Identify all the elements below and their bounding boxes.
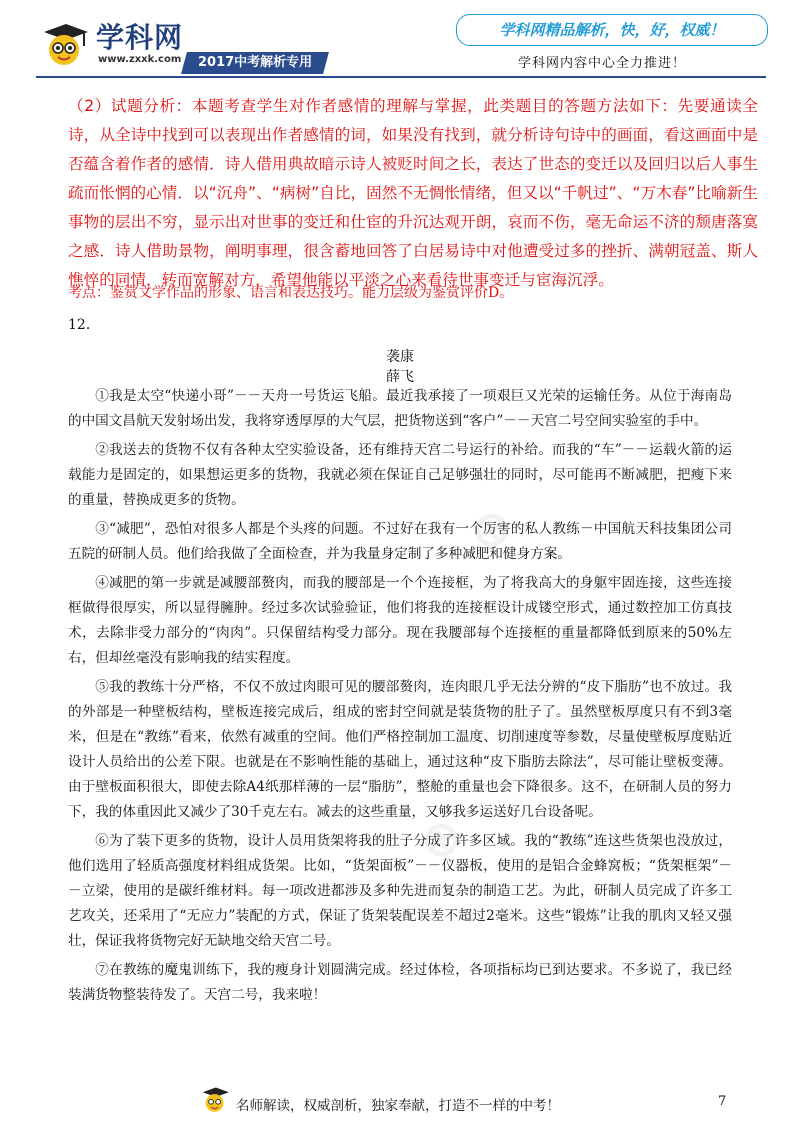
slogan-banner: 学科网精品解析，快，好，权威！ <box>456 14 768 46</box>
question-number: 12． <box>68 317 100 333</box>
article-author: 薛飞 <box>386 369 414 385</box>
article-paragraph: ②我送去的货物不仅有各种太空实验设备，还有维持天宫二号运行的补给。而我的“车”－－运载火箭的运载能力是固定的，如果想运更多的货物，我就必须在保证自己足够强壮的同时，尽可能再不断减肥，把瘦下来的重量，替换成更多的货物。 <box>68 442 732 508</box>
mascot-icon <box>198 1084 230 1116</box>
watermark: ⊕ <box>458 493 524 565</box>
page-header <box>0 0 800 80</box>
mascot-icon <box>36 18 90 72</box>
year-tag: 2017中考解析专用 <box>181 52 329 74</box>
footer-slogan: 名师解读，权威剖析，独家奉献，打造不一样的中考！ <box>236 1098 560 1114</box>
article-paragraph: ⑥为了装下更多的货物，设计人员用货架将我的肚子分成了许多区域。我的“教练”连这些货架也没放过，他们选用了轻质高强度材料组成货架。比如，“货架面板”－－仪器板，使用的是铝合金蜂窝板；“货架框架”－－立梁，使用的是碳纤维材料。每一项改进都涉及多种先进而复杂的制造工艺。为此，研制人员完成了许多工艺攻关，还采用了“无应力”装配的方式，保证了货架装配误差不超过2毫米。这些“锻炼”让我的肌肉又轻又强壮，保证我将货物完好无缺地交给天宫二号。 <box>68 833 732 949</box>
slogan-subtitle: 学科网内容中心全力推进！ <box>518 56 687 71</box>
logo-url: www.zxxk.com <box>98 54 182 65</box>
article-paragraph: ⑤我的教练十分严格，不仅不放过肉眼可见的腰部赘肉，连肉眼几乎无法分辨的“皮下脂肪”也不放过。我的外部是一种壁板结构，壁板连接完成后，组成的密封空间就是装货物的肚子了。虽然壁板厚度只有不到3毫米，但是在“教练”看来，依然有减重的空间。他们严格控制加工温度、切削速度等参数，尽量使壁板厚度贴近设计人员给出的公差下限。也就是在不影响性能的基础上，通过这种“皮下脂肪去除法”，尽可能让壁板变薄。由于壁板面积很大，即使去除A4纸那样薄的一层“脂肪”，整舱的重量也会下降很多。这不，在研制人员的努力下，我的体重因此又减少了30千克左右。减去的这些重量，又够我多运送好几台设备呢。 <box>68 679 732 820</box>
watermark: ⊕ <box>408 803 474 875</box>
header-divider <box>36 76 766 78</box>
site-logo[interactable] <box>36 14 326 74</box>
analysis-paragraph: （2）试题分析：本题考查学生对作者感情的理解与掌握，此类题目的答题方法如下：先要通读全诗，从全诗中找到可以表现出作者感情的词，如果没有找到，就分析诗句诗中的画面，看这画面中是否蕴含着作者的感情．诗人借用典故暗示诗人被贬时间之长，表达了世态的变迁以及回归以后人事生疏而怅惘的心情．以“沉舟”、“病树”自比，固然不无惆怅情绪，但又以“千帆过”、“万木春”比喻新生事物的层出不穷，显示出对世事的变迁和仕宦的升沉达观开朗，哀而不伤，毫无命运不济的颓唐落寞之感．诗人借助景物，阐明事理，很含蓄地回答了白居易诗中对他遭受过多的挫折、满朝冠盖、斯人憔悴的同情，转而宽解对方，希望他能以平淡之心来看待世事变迁与宦海沉浮。 <box>68 97 758 289</box>
page-number: 7 <box>718 1094 727 1109</box>
article-paragraph: ③“减肥”，恐怕对很多人都是个头疼的问题。不过好在我有一个厉害的私人教练－中国航天科技集团公司五院的研制人员。他们给我做了全面检查，并为我量身定制了多种减肥和健身方案。 <box>68 521 732 562</box>
article-paragraph: ①我是太空“快递小哥”－－天舟一号货运飞船。最近我承接了一项艰巨又光荣的运输任务。从位于海南岛的中国文昌航天发射场出发，我将穿透厚厚的大气层，把货物送到“客户”－－天宫二号空间实验室的手中。 <box>68 388 732 429</box>
exam-point: 考点：鉴赏文学作品的形象、语言和表达技巧。能力层级为鉴赏评价D。 <box>68 285 514 301</box>
article-paragraph: ④减肥的第一步就是减腰部赘肉，而我的腰部是一个个连接框，为了将我高大的身躯牢固连接，这些连接框做得很厚实，所以显得臃肿。经过多次试验验证，他们将我的连接框设计成镂空形式，通过数控加工仿真技术，去除非受力部分的“肉肉”。只保留结构受力部分。现在我腰部每个连接框的重量都降低到原来的50%左右，但却丝毫没有影响我的结实程度。 <box>68 575 732 666</box>
article-body <box>68 384 732 1012</box>
page-footer <box>0 1084 800 1124</box>
logo-text: 学科网 <box>96 21 184 54</box>
article-paragraph: ⑦在教练的魔鬼训练下，我的瘦身计划圆满完成。经过体检，各项指标均已到达要求。不多说了，我已经装满货物整装待发了。天宫二号，我来啦！ <box>68 962 732 1003</box>
article-title: 袭康 <box>386 349 414 365</box>
